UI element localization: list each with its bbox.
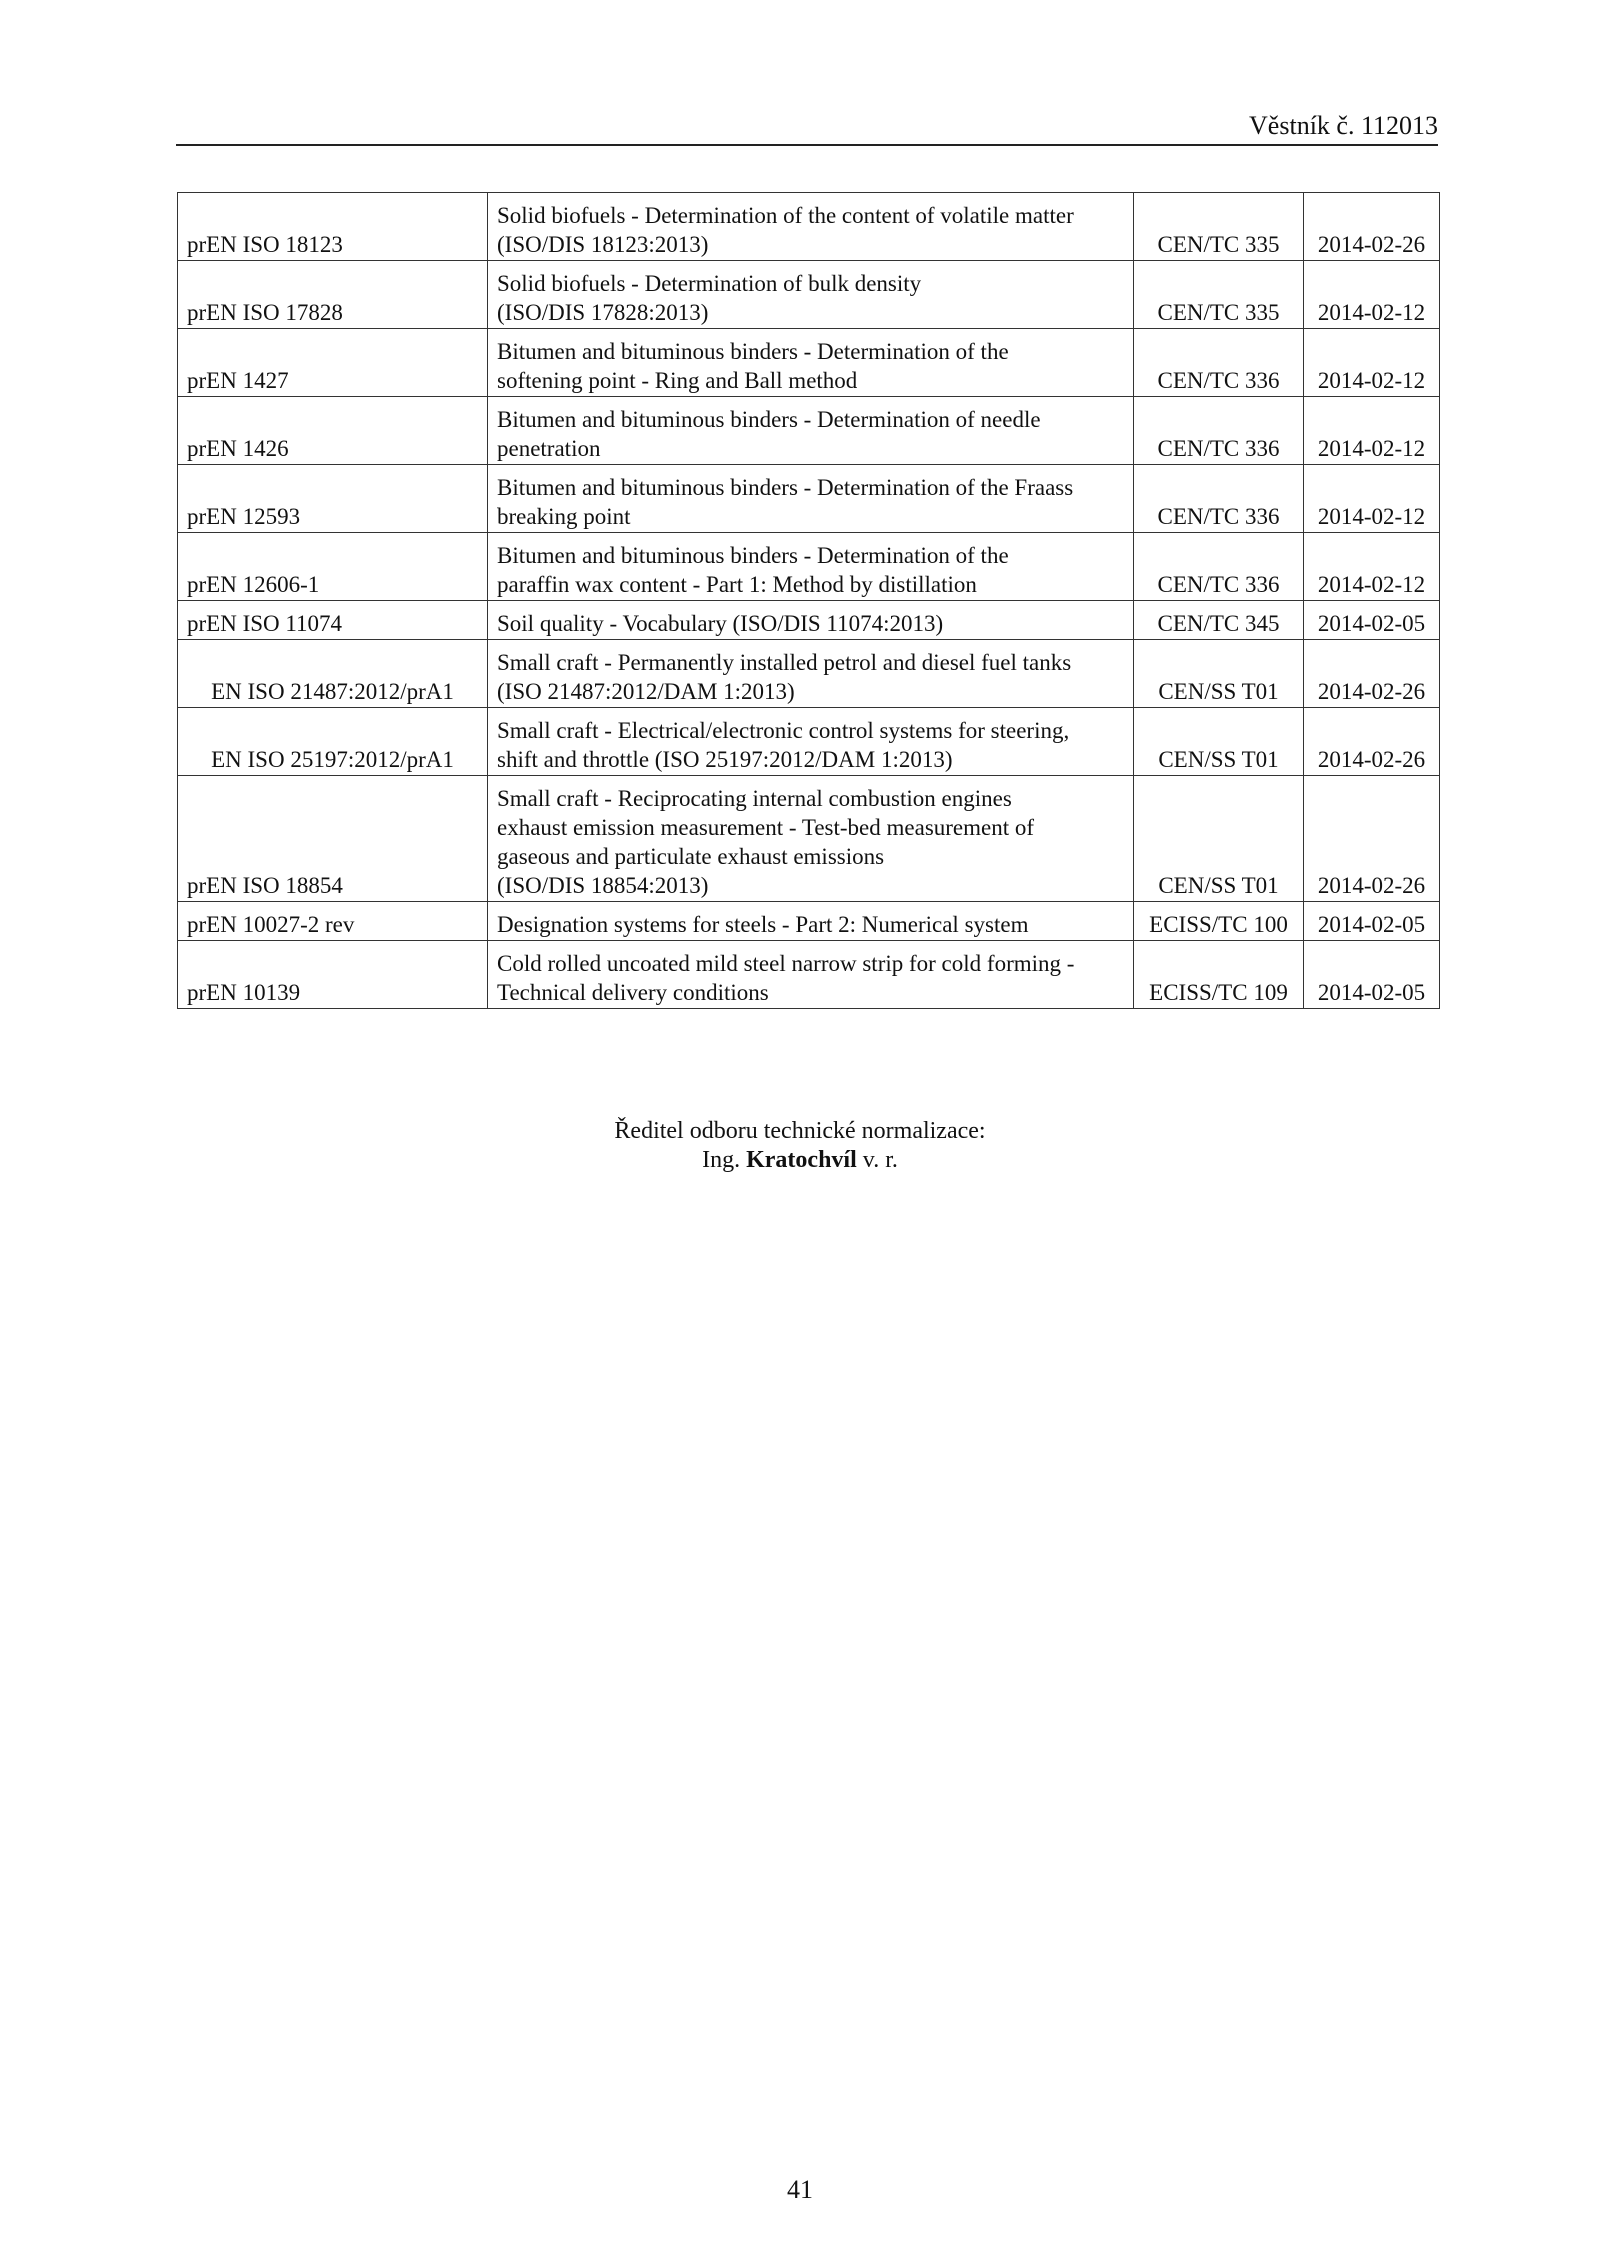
table-row [178, 465, 1440, 533]
table-row [178, 601, 1440, 640]
standard-title-line: Bitumen and bituminous binders - Determination of the Fraass [497, 475, 1074, 500]
table-row [178, 193, 1440, 261]
technical-committee-cell: ECISS/TC 100 [1134, 902, 1304, 941]
technical-committee-cell: CEN/SS T01 [1134, 708, 1304, 776]
deadline-date-cell: 2014-02-05 [1304, 902, 1440, 941]
standard-title-line: Bitumen and bituminous binders - Determination of needle [497, 407, 1041, 432]
standard-title-line: breaking point [497, 504, 631, 529]
standard-title-cell [488, 776, 1134, 902]
standard-title-cell [488, 397, 1134, 465]
deadline-date-cell: 2014-02-12 [1304, 397, 1440, 465]
table-row [178, 261, 1440, 329]
standard-code-cell: prEN ISO 18123 [178, 193, 488, 261]
signature-suffix: v. r. [862, 1147, 898, 1173]
standard-title-line: Bitumen and bituminous binders - Determination of the [497, 339, 1009, 364]
deadline-date-cell: 2014-02-26 [1304, 640, 1440, 708]
deadline-date-cell: 2014-02-12 [1304, 261, 1440, 329]
standard-title-cell [488, 902, 1134, 941]
signature-role: Ředitel odboru technické normalizace: [614, 1118, 986, 1144]
table-row [178, 776, 1440, 902]
standard-title-line: (ISO/DIS 17828:2013) [497, 300, 709, 325]
journal-title: Věstník č. 112013 [1249, 111, 1438, 140]
technical-committee-cell: CEN/TC 336 [1134, 465, 1304, 533]
standard-code-cell: prEN 1427 [178, 329, 488, 397]
standard-title-line: exhaust emission measurement - Test-bed measurement of [497, 815, 1035, 840]
standard-title-cell [488, 465, 1134, 533]
standard-title-line: softening point - Ring and Ball method [497, 368, 858, 393]
signature-block [0, 1117, 1600, 1175]
standard-title-line: (ISO/DIS 18123:2013) [497, 232, 709, 257]
signature-name-line [0, 1146, 1600, 1175]
standard-title-line: Bitumen and bituminous binders - Determination of the [497, 543, 1009, 568]
deadline-date-cell: 2014-02-05 [1304, 601, 1440, 640]
standard-title-line: paraffin wax content - Part 1: Method by distillation [497, 572, 977, 597]
standard-title-cell [488, 329, 1134, 397]
deadline-date-cell: 2014-02-26 [1304, 708, 1440, 776]
table-row [178, 708, 1440, 776]
deadline-date-cell: 2014-02-26 [1304, 193, 1440, 261]
table-row [178, 397, 1440, 465]
technical-committee-cell: CEN/TC 335 [1134, 261, 1304, 329]
table-row [178, 902, 1440, 941]
standards-table [177, 192, 1440, 1009]
technical-committee-cell: CEN/TC 336 [1134, 329, 1304, 397]
table-row [178, 329, 1440, 397]
standard-title-line: Small craft - Electrical/electronic control systems for steering, [497, 718, 1070, 743]
deadline-date-cell: 2014-02-12 [1304, 533, 1440, 601]
deadline-date-cell: 2014-02-26 [1304, 776, 1440, 902]
page-number: 41 [787, 2175, 813, 2204]
standard-title-cell [488, 640, 1134, 708]
standard-code-cell: prEN 12593 [178, 465, 488, 533]
standard-title-line: (ISO/DIS 18854:2013) [497, 873, 709, 898]
standard-title-cell [488, 533, 1134, 601]
page-header [176, 108, 1438, 146]
standard-title-line: Small craft - Reciprocating internal combustion engines [497, 786, 1012, 811]
standard-code-cell: prEN 1426 [178, 397, 488, 465]
deadline-date-cell: 2014-02-12 [1304, 329, 1440, 397]
standard-code-cell: EN ISO 25197:2012/prA1 [178, 708, 488, 776]
technical-committee-cell: CEN/SS T01 [1134, 776, 1304, 902]
table-row [178, 533, 1440, 601]
standards-table-body [178, 193, 1440, 1009]
standard-title-cell [488, 261, 1134, 329]
standard-title-line: gaseous and particulate exhaust emissions [497, 844, 885, 869]
technical-committee-cell: CEN/TC 336 [1134, 533, 1304, 601]
standard-code-cell: prEN 10139 [178, 941, 488, 1009]
standard-title-line: Soil quality - Vocabulary (ISO/DIS 11074:2013) [497, 611, 944, 636]
standard-title-line: Solid biofuels - Determination of the content of volatile matter [497, 203, 1074, 228]
table-row [178, 941, 1440, 1009]
table-row [178, 640, 1440, 708]
standard-title-line: (ISO 21487:2012/DAM 1:2013) [497, 679, 795, 704]
signature-prefix: Ing. [702, 1147, 741, 1173]
standard-code-cell: prEN 12606-1 [178, 533, 488, 601]
standard-code-cell: EN ISO 21487:2012/prA1 [178, 640, 488, 708]
technical-committee-cell: CEN/SS T01 [1134, 640, 1304, 708]
standard-code-cell: prEN ISO 17828 [178, 261, 488, 329]
standard-title-line: Cold rolled uncoated mild steel narrow strip for cold forming - [497, 951, 1075, 976]
technical-committee-cell: CEN/TC 335 [1134, 193, 1304, 261]
standard-title-line: Designation systems for steels - Part 2: Numerical system [497, 912, 1029, 937]
standard-title-cell [488, 601, 1134, 640]
signature-name: Kratochvíl [746, 1147, 857, 1173]
standard-code-cell: prEN ISO 11074 [178, 601, 488, 640]
deadline-date-cell: 2014-02-12 [1304, 465, 1440, 533]
standard-title-line: Small craft - Permanently installed petrol and diesel fuel tanks [497, 650, 1072, 675]
standard-title-line: Technical delivery conditions [497, 980, 769, 1005]
standard-title-line: Solid biofuels - Determination of bulk density [497, 271, 922, 296]
technical-committee-cell: CEN/TC 336 [1134, 397, 1304, 465]
technical-committee-cell: CEN/TC 345 [1134, 601, 1304, 640]
standard-code-cell: prEN 10027-2 rev [178, 902, 488, 941]
technical-committee-cell: ECISS/TC 109 [1134, 941, 1304, 1009]
standard-code-cell: prEN ISO 18854 [178, 776, 488, 902]
standard-title-cell [488, 941, 1134, 1009]
deadline-date-cell: 2014-02-05 [1304, 941, 1440, 1009]
standard-title-cell [488, 708, 1134, 776]
standard-title-cell [488, 193, 1134, 261]
standard-title-line: penetration [497, 436, 601, 461]
standard-title-line: shift and throttle (ISO 25197:2012/DAM 1:2013) [497, 747, 953, 772]
